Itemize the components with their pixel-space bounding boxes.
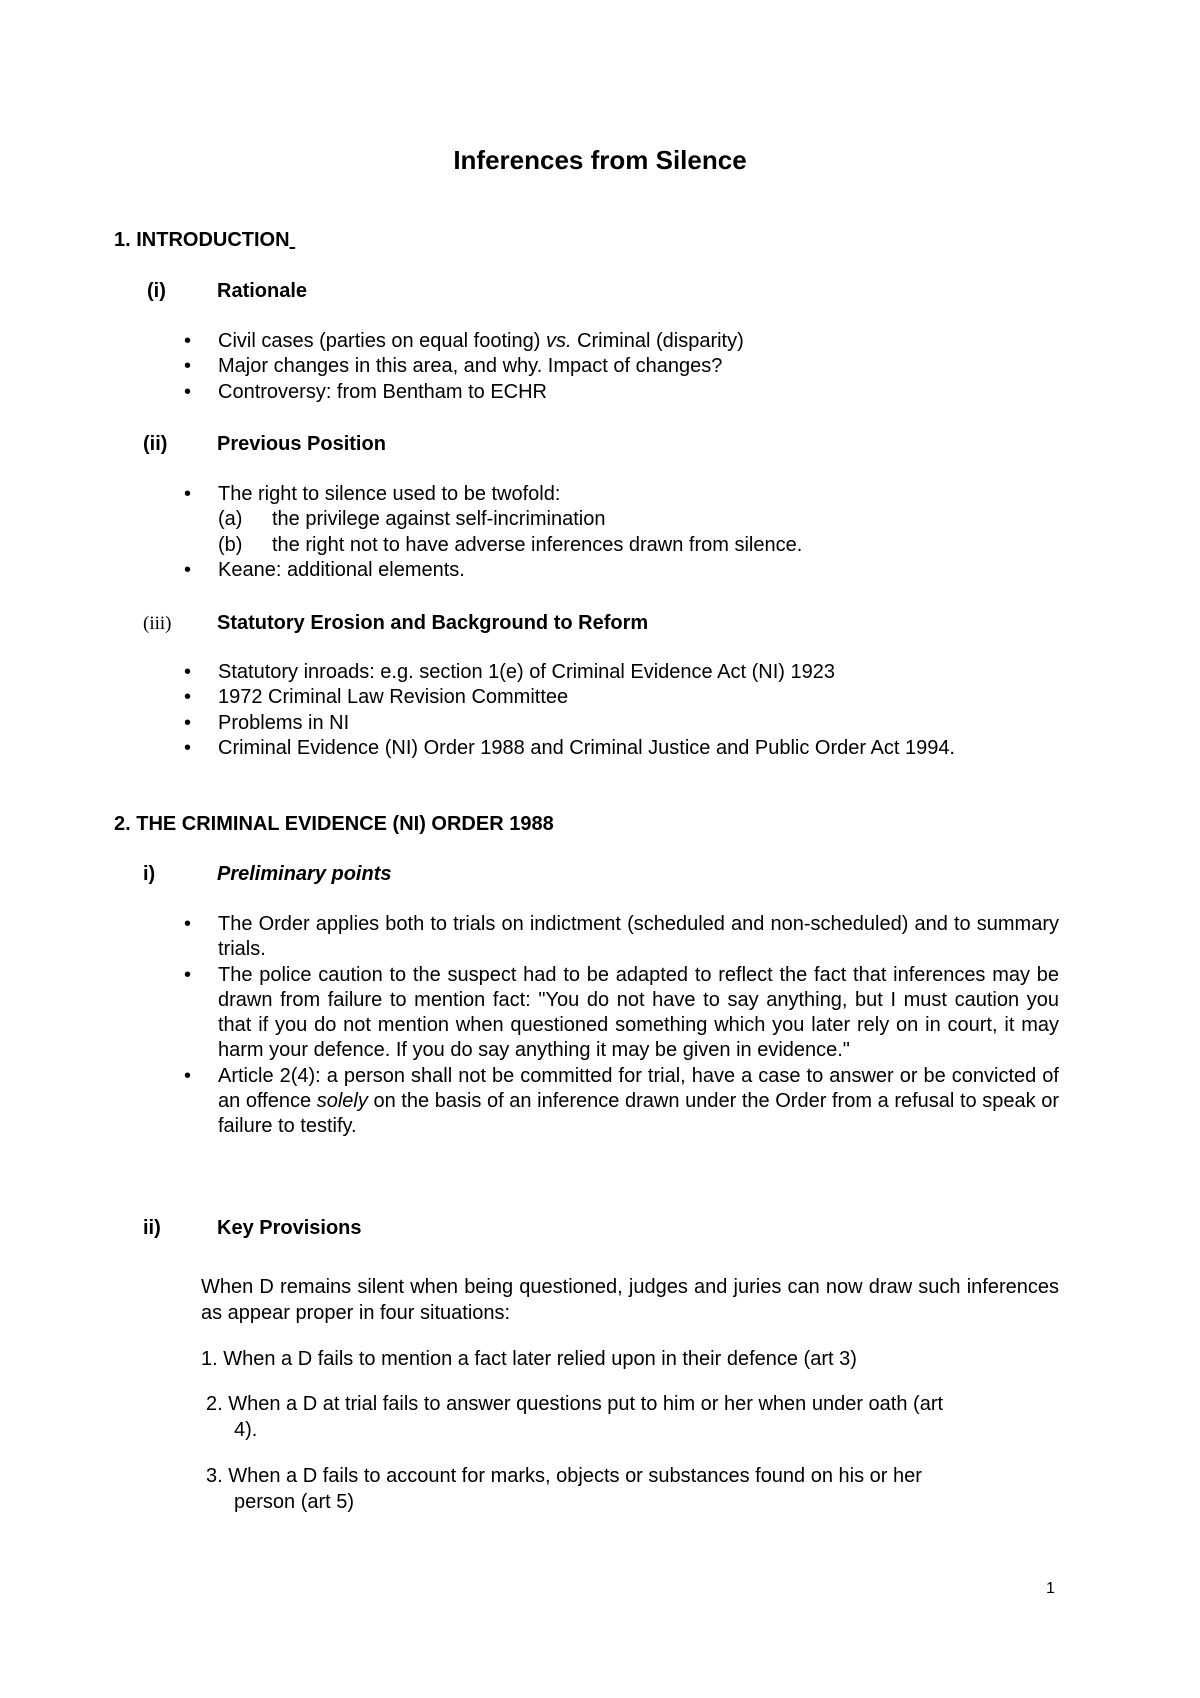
provision-item-1: 1. When a D fails to mention a fact later relied upon in their defence (art 3) xyxy=(201,1348,857,1370)
provision-item-2: 2. When a D at trial fails to answer questions put to him or her when under oath (art 4). xyxy=(206,1393,944,1441)
subheading-label: Rationale xyxy=(217,280,308,302)
section-heading-criminal-evidence-order: 2. THE CRIMINAL EVIDENCE (NI) ORDER 1988 xyxy=(114,813,554,835)
subheading-number: (i) xyxy=(147,280,166,302)
subheading-label: Previous Position xyxy=(217,433,386,455)
list-item: • Problems in NI xyxy=(184,711,1059,736)
page-number: 1 xyxy=(1046,1580,1055,1597)
preliminary-bullet-list xyxy=(184,912,1059,1140)
subheading-key-provisions xyxy=(143,1216,843,1241)
subheading-number: (iii) xyxy=(143,613,172,634)
list-item: • The Order applies both to trials on indictment (scheduled and non-scheduled) and to summary trials. xyxy=(184,912,1059,963)
provision-item-3: 3. When a D fails to account for marks, objects or substances found on his or her person (art 5) xyxy=(206,1465,922,1513)
subheading-label: Key Provisions xyxy=(217,1217,362,1239)
subheading-previous-position xyxy=(143,432,843,457)
subheading-label: Statutory Erosion and Background to Reform xyxy=(217,612,649,634)
list-item: • Major changes in this area, and why. Impact of changes? xyxy=(184,354,1059,379)
previous-position-bullet-list xyxy=(184,482,1059,583)
rationale-bullet-list xyxy=(184,329,1059,405)
document-title: Inferences from Silence xyxy=(453,145,747,175)
list-item: • Criminal Evidence (NI) Order 1988 and Criminal Justice and Public Order Act 1994. xyxy=(184,736,1059,761)
subheading-number: (ii) xyxy=(143,433,168,455)
list-item: • 1972 Criminal Law Revision Committee xyxy=(184,685,1059,710)
subheading-number: i) xyxy=(143,863,156,885)
list-item: • Statutory inroads: e.g. section 1(e) of Criminal Evidence Act (NI) 1923 xyxy=(184,660,1059,685)
subheading-statutory-erosion xyxy=(143,611,943,636)
list-item: • Controversy: from Bentham to ECHR xyxy=(184,380,1059,405)
section-heading-introduction: 1. INTRODUCTION xyxy=(114,229,290,251)
sub-list-item-a: (a) the privilege against self-incrimination xyxy=(218,508,606,531)
list-item: • Keane: additional elements. xyxy=(184,558,1059,583)
statutory-bullet-list xyxy=(184,660,1059,761)
subheading-preliminary-points xyxy=(143,862,843,887)
list-item: • Civil cases (parties on equal footing) vs. Criminal (disparity) xyxy=(184,329,1059,354)
key-provisions-intro: When D remains silent when being questioned, judges and juries can now draw such inferences as appear proper in four situations: xyxy=(201,1276,1059,1324)
subheading-rationale xyxy=(147,279,847,304)
subheading-number: ii) xyxy=(143,1217,161,1239)
list-item: • Article 2(4): a person shall not be committed for trial, have a case to answer or be convicted of an offence solely on the basis of an inference drawn under the Order from a refusal to speak or failure to testify. xyxy=(184,1064,1059,1140)
subheading-label: Preliminary points xyxy=(217,863,392,885)
list-item: • The police caution to the suspect had to be adapted to reflect the fact that inferences may be drawn from failure to mention fact: "You do not have to say anything, but I must caution you that if you do not mention when questioned something which you later rely on in court, it may harm your defence. If you do say anything it may be given in evidence." xyxy=(184,963,1059,1064)
list-item: • The right to silence used to be twofold: (a) the privilege against self-incrimination (b) the right not to have adverse inferences drawn from silence. xyxy=(184,482,1059,558)
sub-list-item-b: (b) the right not to have adverse inferences drawn from silence. xyxy=(218,533,803,556)
